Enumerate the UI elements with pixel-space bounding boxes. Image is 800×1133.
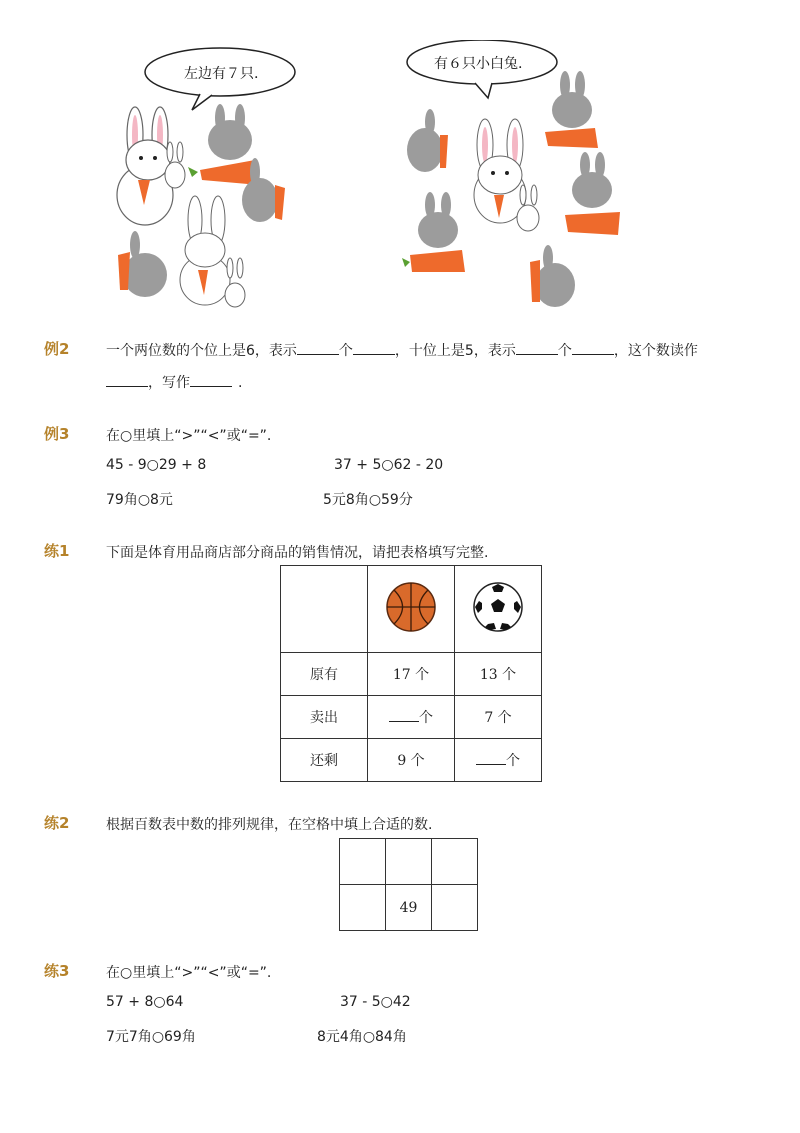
football-icon [472, 581, 524, 633]
basketball-original: 17 个 [368, 653, 455, 696]
answer-blank[interactable] [297, 342, 339, 355]
practice3-item: 8元4角○84角 [317, 1029, 407, 1045]
row-label-original: 原有 [281, 653, 368, 696]
example3-tag: 例3 [44, 425, 70, 443]
example2-line1 [106, 340, 698, 360]
example2-tag: 例2 [44, 340, 70, 358]
left-illustration [100, 40, 310, 310]
example3-item: 79角○8元 [106, 492, 173, 508]
row-label-sold: 卖出 [281, 696, 368, 739]
practice2-instruction: 根据百数表中数的排列规律，在空格中填上合适的数. [106, 817, 433, 833]
grid-cell[interactable] [386, 839, 432, 885]
football-original: 13 个 [455, 653, 542, 696]
example2-text: 个 [557, 343, 572, 359]
practice3-item: 57 + 8○64 [106, 994, 184, 1010]
practice1-instruction: 下面是体育用品商店部分商品的销售情况，请把表格填写完整. [106, 545, 489, 561]
example3-item: 37 + 5○62 - 20 [334, 457, 444, 473]
row-label-remaining: 还剩 [281, 739, 368, 782]
left-bubble-text: 左边有７只. [184, 66, 259, 82]
rabbits-left-icon [100, 40, 310, 310]
hundred-chart-grid [339, 838, 478, 931]
basketball-remaining: 9 个 [368, 739, 455, 782]
unit-label: 个 [419, 710, 433, 726]
example2-text: ，写作 [148, 375, 190, 391]
answer-blank[interactable] [353, 342, 395, 355]
example2-line2 [106, 372, 242, 392]
grid-cell[interactable] [432, 885, 478, 931]
example3-item: 5元8角○59分 [323, 492, 413, 508]
practice3-item: 37 - 5○42 [340, 994, 411, 1010]
basketball-icon [385, 581, 437, 633]
basketball-header [368, 566, 455, 653]
answer-blank[interactable] [389, 709, 419, 722]
basketball-sold-cell [368, 696, 455, 739]
rabbits-right-icon [400, 40, 620, 310]
example2-text: 一个两位数的个位上是6，表示 [106, 343, 297, 359]
answer-blank[interactable] [476, 752, 506, 765]
example3-item: 45 - 9○29 + 8 [106, 457, 207, 473]
example2-text: ，十位上是5，表示 [394, 343, 516, 359]
answer-blank[interactable] [190, 374, 232, 387]
practice3-tag: 练3 [44, 962, 70, 980]
answer-blank[interactable] [516, 342, 558, 355]
practice1-tag: 练1 [44, 542, 70, 560]
example3-instruction: 在○里填上“>”“<”或“=”. [106, 428, 272, 444]
football-sold: 7 个 [455, 696, 542, 739]
answer-blank[interactable] [106, 374, 148, 387]
sales-table [280, 565, 542, 782]
unit-label: 个 [506, 753, 520, 769]
grid-cell[interactable] [432, 839, 478, 885]
example2-text: . [238, 375, 243, 391]
grid-cell[interactable] [340, 885, 386, 931]
answer-blank[interactable] [572, 342, 614, 355]
practice3-item: 7元7角○69角 [106, 1029, 196, 1045]
practice2-tag: 练2 [44, 814, 70, 832]
football-remaining-cell [455, 739, 542, 782]
example2-text: ，这个数读作 [613, 343, 698, 359]
football-header [455, 566, 542, 653]
right-bubble-text: 有６只小白兔. [434, 56, 523, 72]
table-corner-cell [281, 566, 368, 653]
grid-cell[interactable] [340, 839, 386, 885]
practice3-instruction: 在○里填上“>”“<”或“=”. [106, 965, 272, 981]
right-illustration [400, 40, 620, 310]
example2-text: 个 [338, 343, 353, 359]
grid-cell-center: 49 [386, 885, 432, 931]
